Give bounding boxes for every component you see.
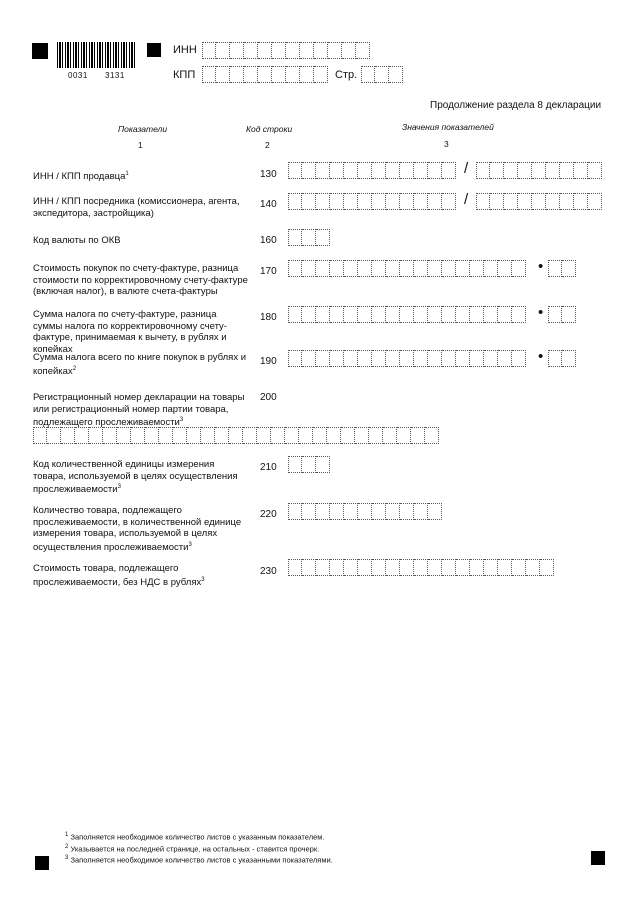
row-label-170: Стоимость покупок по счету-фактуре, разница стоимости по корректировочному счету-фактуре (включая налог), в валюте счета-фактуры [33, 263, 248, 297]
slash-separator: / [464, 160, 469, 177]
barcode-number-left: 0031 [68, 71, 88, 80]
row-code-230: 230 [260, 566, 277, 577]
declaration-number-field[interactable] [33, 427, 439, 444]
row-code-170: 170 [260, 266, 277, 277]
section-title: Продолжение раздела 8 декларации [430, 100, 602, 111]
column-header-values: Значения показателей [402, 122, 494, 132]
intermediary-kpp-field[interactable] [476, 193, 602, 210]
intermediary-inn-field[interactable] [288, 193, 456, 210]
footnote-1: $^1$ Заполняется необходимое количество листов с указанным показателем. [65, 832, 325, 842]
slash-separator: / [464, 191, 469, 208]
inn-label: ИНН [173, 44, 197, 56]
tax-amount-fraction-field[interactable] [548, 306, 576, 323]
total-tax-fraction-field[interactable] [548, 350, 576, 367]
column-header-line-code: Код строки [246, 124, 293, 134]
row-code-190: 190 [260, 356, 277, 367]
goods-cost-field[interactable] [288, 559, 554, 576]
column-header-indicators: Показатели [118, 124, 168, 134]
row-code-130: 130 [260, 169, 277, 180]
seller-kpp-field[interactable] [476, 162, 602, 179]
row-label-210: Код количественной единицы измерения товара, используемой в целях осуществления прослеживаемости$^3$ [33, 459, 238, 496]
unit-code-field[interactable] [288, 456, 330, 473]
page-label: Стр. [335, 69, 358, 81]
corner-marker-top-left [32, 43, 48, 59]
quantity-field[interactable] [288, 503, 442, 520]
row-code-160: 160 [260, 235, 277, 246]
column-number-2: 2 [265, 140, 270, 150]
corner-marker-bottom-right [591, 851, 605, 865]
barcode [57, 42, 135, 68]
decimal-point: • [538, 304, 544, 321]
kpp-field[interactable] [202, 66, 328, 83]
row-code-140: 140 [260, 199, 277, 210]
row-label-130: ИНН / КПП продавца$^1$ [33, 171, 129, 183]
column-number-3: 3 [444, 139, 449, 149]
decimal-point: • [538, 348, 544, 365]
row-label-190: Сумма налога всего по книге покупок в рублях и копейках$^2$ [33, 352, 247, 377]
footnote-3: $^3$ Заполняется необходимое количество листов с указанными показателями. [65, 855, 333, 865]
row-label-160: Код валюты по ОКВ [33, 235, 121, 246]
purchase-cost-fraction-field[interactable] [548, 260, 576, 277]
row-label-220: Количество товара, подлежащего прослеживаемости, в количественной единице измерения товара, используемой в целях осуществления прослеживаемости$^3$ [33, 505, 242, 553]
row-label-230: Стоимость товара, подлежащего прослеживаемости, без НДС в рублях$^3$ [33, 563, 205, 588]
corner-marker-bottom-left [35, 856, 49, 870]
total-tax-integer-field[interactable] [288, 350, 526, 367]
barcode-number-right: 3131 [105, 71, 125, 80]
row-code-220: 220 [260, 509, 277, 520]
purchase-cost-integer-field[interactable] [288, 260, 526, 277]
page-number-field[interactable] [361, 66, 403, 83]
corner-marker-top-right [147, 43, 161, 57]
row-code-180: 180 [260, 312, 277, 323]
row-label-140: ИНН / КПП посредника (комиссионера, агента, экспедитора, застройщика) [33, 196, 240, 219]
row-label-180: Сумма налога по счету-фактуре, разница суммы налога по корректировочному счету-фактуре, принимаемая к вычету, в рублях и копейках [33, 309, 227, 355]
seller-inn-field[interactable] [288, 162, 456, 179]
row-label-200: Регистрационный номер декларации на товары или регистрационный номер партии товара, подлежащего прослеживаемости$^3$ [33, 392, 245, 429]
kpp-label: КПП [173, 69, 196, 81]
row-code-200: 200 [260, 392, 277, 403]
decimal-point: • [538, 258, 544, 275]
tax-amount-integer-field[interactable] [288, 306, 526, 323]
footnote-2: $^2$ Указывается на последней странице, на остальных - ставится прочерк. [65, 844, 320, 854]
column-number-1: 1 [138, 140, 143, 150]
inn-field[interactable] [202, 42, 370, 59]
currency-code-field[interactable] [288, 229, 330, 246]
row-code-210: 210 [260, 462, 277, 473]
